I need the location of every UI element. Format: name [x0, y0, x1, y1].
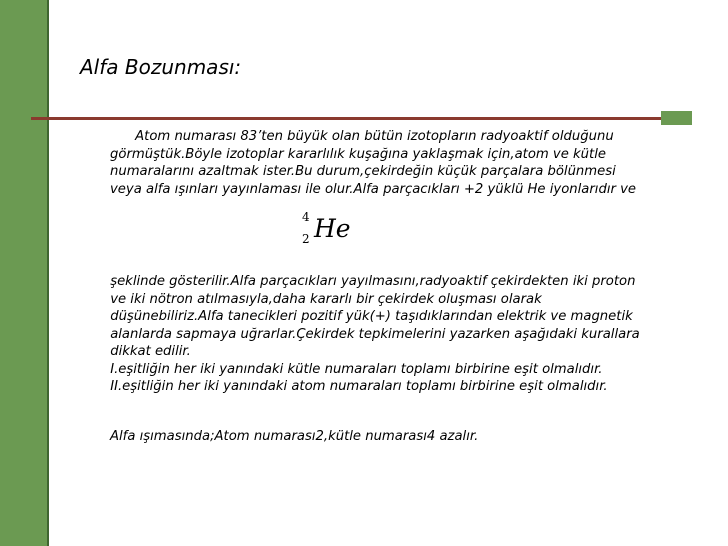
- title-divider-line: [31, 117, 692, 120]
- rule-line-1: I.eşitliğin her iki yanındaki kütle numaraları toplamı birbirine eşit olmalıdır.: [106, 361, 603, 377]
- paragraph-line: ve iki nötron atılmasıyla,daha kararlı bir çekirdek oluşması olarak: [106, 291, 542, 307]
- title-accent-block: [661, 111, 692, 125]
- atomic-number: 2: [302, 232, 310, 246]
- helium-nuclide-formula: [302, 210, 362, 250]
- rule-line-2: II.eşitliğin her iki yanındaki atom numaraları toplamı birbirine eşit olmalıdır.: [106, 379, 608, 394]
- paragraph-line: dikkat edilir.: [106, 344, 191, 359]
- paragraph-line: şeklinde gösterilir.Alfa parçacıkları yayılmasını,radyoaktif çekirdekten iki proton: [106, 274, 636, 289]
- paragraph-line: görmüştük.Böyle izotoplar kararlılık kuşağına yaklaşmak için,atom ve kütle: [110, 146, 606, 162]
- sidebar-divider: [47, 0, 49, 546]
- paragraph-line: numaralarını azaltmak ister.Bu durum,çekirdeğin küçük parçalara bölünmesi: [110, 164, 616, 179]
- paragraph-line: düşünebiliriz.Alfa tanecikleri pozitif yük(+) taşıdıklarından elektrik ve magnetik: [106, 309, 633, 324]
- paragraph-line: alanlarda sapmaya uğrarlar.Çekirdek tepkimelerini yazarken aşağıdaki kurallara: [106, 326, 640, 342]
- element-symbol: He: [314, 214, 351, 243]
- mass-number: 4: [302, 210, 310, 224]
- slide-title: Alfa Bozunması:: [80, 55, 242, 79]
- paragraph-rules: [106, 273, 640, 396]
- paragraph-line: Atom numarası 83’ten büyük olan bütün izotopların radyoaktif olduğunu: [110, 129, 614, 144]
- slide-sidebar: [0, 0, 47, 546]
- summary-text: Alfa ışımasında;Atom numarası2,kütle numarası4 azalır.: [110, 429, 479, 444]
- paragraph-line: veya alfa ışınları yayınlaması ile olur.Alfa parçacıkları +2 yüklü He iyonlarıdır ve: [110, 181, 637, 197]
- paragraph-intro: [110, 128, 636, 198]
